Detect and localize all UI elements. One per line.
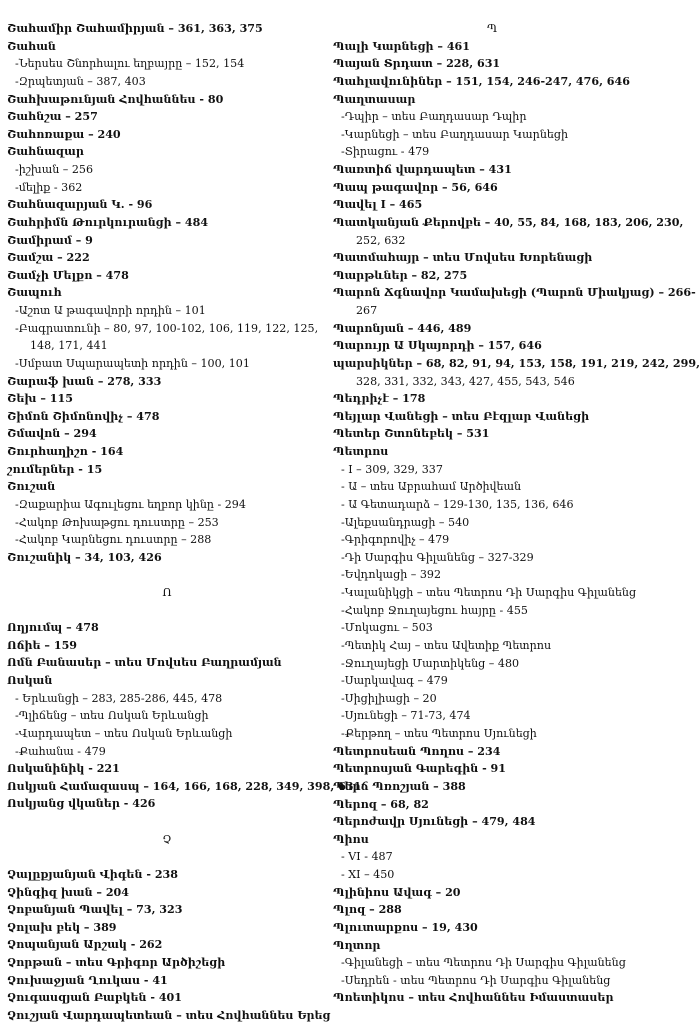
index-entry: Պապ թագավոր – 56, 646: [333, 180, 498, 194]
index-entry: Չոբանյան Պավել – 73, 323: [7, 903, 183, 917]
section-letter: Չ: [162, 831, 172, 846]
index-entry: Պավել I – 465: [333, 198, 423, 212]
index-entry: Պերոժավր Սյունեցի – 479, 484: [333, 815, 536, 829]
index-subentry: -Սյունեցի – 71-73, 474: [341, 709, 471, 723]
index-entry: Շահխաթունյան Հովհաննես - 80: [7, 92, 224, 106]
index-subentry: -Պետիկ Հայ – տես Ավետիք Պետրոս: [341, 638, 552, 652]
index-entry: Շուրհաղիշո - 164: [7, 445, 124, 458]
index-entry: Պղտոր: [333, 938, 381, 952]
index-subentry: -Հակոբ Թոխաթցու դուստրը – 253: [15, 515, 219, 529]
section-gap: [7, 566, 325, 584]
index-subentry: -Պլիճենց – տես Ոսկան Երևանցի: [15, 709, 209, 723]
index-subentry: -Ալեքսանդրացի – 540: [341, 515, 470, 529]
index-entry: Պարոն Ճգնավոր Կամախեցի (Պարոն Միակյաց) – 266-: [333, 286, 696, 300]
index-entry: Ոճիե – 159: [7, 638, 78, 652]
index-entry: Պատմահայր – տես Մովսես Խորենացի: [333, 251, 593, 265]
index-subentry: -Մոկացու – 503: [341, 621, 433, 635]
index-entry: Ոմն Բանասեր – տես Մովսես Բաղրամյան: [7, 656, 282, 670]
index-entry: Պիոս: [333, 832, 369, 846]
index-subentry: -Սեդրեն - տես Պետրոս Դի Սարգիս Գիլանենց: [341, 973, 611, 987]
section-letter: Պ: [486, 21, 498, 35]
index-entry: Պետրոս: [333, 445, 389, 458]
index-entry: Շահոռաքա – 240: [7, 127, 121, 141]
index-subentry: -Ջուղայեցի Մարտիկենց – 480: [341, 656, 520, 670]
index-subentry: -Սարկավագ – 479: [341, 674, 448, 688]
index-entry: Պեդրիչէ – 178: [333, 392, 426, 406]
index-entry: Շուշանիկ – 34, 103, 426: [7, 550, 162, 564]
index-entry: Պետրոսեան Պողոս – 234: [333, 744, 501, 758]
section-gap: [7, 848, 325, 866]
index-entry: Շեխ – 115: [7, 392, 73, 406]
index-subentry: -Եվդոկացի – 392: [341, 568, 442, 582]
index-entry: Շահամիր Շահամիրյան – 361, 363, 375: [7, 22, 263, 35]
index-entry: Շահնազար: [7, 145, 84, 159]
index-entry: Չոլախ բեկ – 389: [7, 920, 117, 934]
index-subentry: -Սիցիլիացի – 20: [341, 691, 437, 705]
index-subentry: - Ա – տես Աբրահամ Արծիվեան: [341, 480, 522, 494]
index-entry: Շահրիմն Թուրկուրանցի – 484: [7, 215, 209, 229]
index-subentry: -Գիլանեցի – տես Պետրոս Դի Սարգիս Գիլանենց: [341, 956, 626, 970]
index-entry: Պառտիճ վարդապետ – 431: [333, 163, 512, 176]
index-entry: շումերներ - 15: [7, 462, 103, 476]
index-subentry: -Հակոբ Կարնեցու դուստրը – 288: [15, 533, 212, 547]
index-entry: Պատկանյան Քերովբե – 40, 55, 84, 168, 183, 206, 230,: [333, 215, 684, 229]
index-entry: Շամիրամ – 9: [7, 233, 93, 247]
index-entry: Պերճ Պռոշյան – 388: [333, 779, 466, 793]
index-entry: Պայան Տրդատ – 228, 631: [333, 57, 501, 71]
index-entry: Պլինիոս Ավագ – 20: [333, 885, 461, 899]
index-entry: Պոետիկոս – տես Հովհաննես Իմաստասեր: [333, 991, 614, 1005]
index-entry: Պալի Կարնեցի – 461: [333, 39, 470, 53]
section-letter: Ո: [162, 584, 172, 599]
index-entry: Պետեր Շտոնեբեկ – 531: [333, 427, 490, 441]
index-entry: Պլոզ – 288: [333, 903, 402, 917]
index-entry: Չուգասզյան Բաբկեն - 401: [7, 991, 182, 1005]
index-entry: Շամչի Մելքո – 478: [7, 268, 129, 282]
index-subentry: - VI - 487: [341, 850, 393, 864]
index-entry: Չուշյան Վարդապետեան – տես Հովհաննես Երեց: [7, 1008, 331, 1022]
index-entry: Պարույր Ա Սկայորդի – 157, 646: [333, 339, 542, 353]
index-entry: Շահնազարյան Կ. - 96: [7, 198, 153, 212]
index-subentry: -Հակոբ Ջուղայեցու հայրը - 455: [341, 603, 528, 617]
index-entry: Պլուտարքոս – 19, 430: [333, 920, 478, 934]
section-gap: [7, 602, 325, 620]
index-entry: Չալըքյանյան Վիգեն - 238: [7, 867, 178, 881]
index-entry: Շահնշա – 257: [7, 110, 98, 124]
index-subentry: -Քահանա - 479: [15, 744, 106, 758]
index-entry: Շարաֆ խան – 278, 333: [7, 374, 162, 388]
index-subentry: - Ա Գետադարձ – 129-130, 135, 136, 646: [341, 497, 574, 511]
index-subentry: - I – 309, 329, 337: [341, 462, 443, 476]
index-subentry: -իշխան – 256: [15, 163, 94, 176]
index-entry: Ոսկյանց վկաներ - 426: [7, 797, 156, 811]
index-entry: Շուշան: [7, 480, 56, 494]
index-continuation: 252, 632: [356, 233, 406, 247]
index-entry: Ոսկանինիկ - 221: [7, 762, 120, 776]
index-continuation: 328, 331, 332, 343, 427, 455, 543, 546: [356, 374, 575, 388]
index-entry: Շահան: [7, 39, 56, 53]
index-entry: Շամշա – 222: [7, 251, 90, 265]
index-entry: Չոպանյան Արշակ - 262: [7, 938, 163, 952]
index-entry: Պարթևներ – 82, 275: [333, 268, 468, 282]
index-entry: Պարոնյան – 446, 489: [333, 321, 472, 335]
index-subentry: - Երևանցի – 283, 285-286, 445, 478: [15, 691, 223, 705]
index-entry: Պերոզ – 68, 82: [333, 797, 429, 811]
index-entry: Չինգիզ խան – 204: [7, 885, 129, 899]
index-subentry: - XI – 450: [341, 868, 395, 881]
index-subentry: -Գրիգորովիչ – 479: [341, 533, 450, 547]
index-entry: Պեյլար Վանեցի – տես Բէզլար Վանեցի: [333, 409, 590, 423]
index-entry: Պաղտասար: [333, 92, 416, 106]
index-subentry: -մելիք - 362: [15, 180, 83, 194]
index-subentry: -Ներսես Շնորհալու եղբայրը – 152, 154: [15, 57, 245, 71]
index-entry: Պահլավունիներ – 151, 154, 246-247, 476, 646: [333, 74, 630, 88]
index-entry: Ոսկյան Համազասպ – 164, 166, 168, 228, 349, 398, 631: [7, 779, 362, 793]
index-entry: Շիմոն Շիմոնովիչ – 478: [7, 409, 160, 423]
index-entry: Շմավոն – 294: [7, 427, 97, 441]
index-entry: Ողյումպ – 478: [7, 621, 99, 635]
index-entry: Շապուհ: [7, 286, 62, 300]
index-subentry: -Տիրացու - 479: [341, 145, 430, 159]
section-gap: [7, 813, 325, 831]
index-entry: Չուխաջյան Ղուկաս - 41: [7, 973, 168, 987]
index-entry: պարսիկներ – 68, 82, 91, 94, 153, 158, 191, 219, 242, 299,: [333, 356, 700, 370]
index-column-right: [333, 20, 700, 1007]
index-subentry: -Բագրատունի – 80, 97, 100-102, 106, 119, 122, 125,: [15, 321, 319, 335]
index-continuation: 148, 171, 441: [30, 339, 108, 353]
index-subentry: -Զաքարիա Ագուլեցու եղբոր կինը - 294: [15, 497, 246, 511]
index-subentry: -Կալանիկցի – տես Պետրոս Դի Սարգիս Գիլանենց: [341, 586, 637, 599]
index-subentry: -Վարդապետ – տես Ոսկան Երևանցի: [15, 726, 233, 740]
index-subentry: -Աշոտ Ա թագավորի որդին – 101: [15, 304, 206, 317]
index-subentry: -Զրպետյան – 387, 403: [15, 74, 146, 88]
index-entry: Ոսկան: [7, 674, 53, 688]
index-subentry: -Դի Սարգիս Գիլանենց – 327-329: [341, 550, 534, 564]
index-subentry: -Սմբատ Սպարապետի որդին – 100, 101: [15, 356, 250, 370]
index-subentry: -Քերթող – տես Պետրոս Սյունեցի: [341, 727, 537, 740]
index-subentry: -Դպիր – տես Բաղդասար Դպիր: [341, 110, 527, 124]
index-subentry: -Կարնեցի – տես Բաղդասար Կարնեցի: [341, 127, 569, 141]
index-entry: Չորթան – տես Գրիգոր Արծիշեցի: [7, 956, 226, 970]
index-entry: Պետրոսյան Գարեգին - 91: [333, 762, 506, 776]
index-continuation: 267: [356, 304, 378, 317]
